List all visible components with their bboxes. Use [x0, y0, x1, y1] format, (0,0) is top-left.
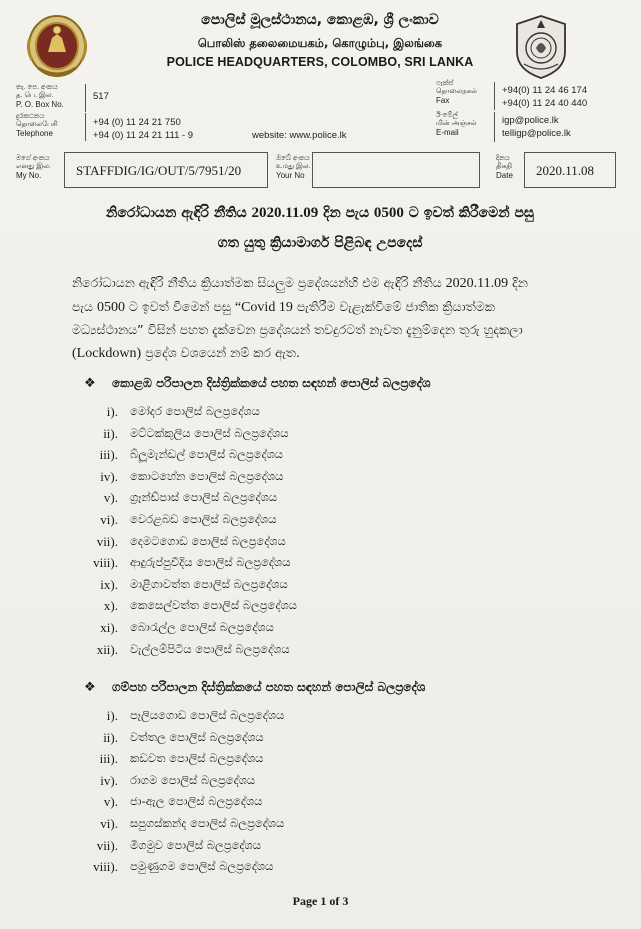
telephone-2: +94 (0) 11 24 21 111 - 9	[93, 130, 194, 141]
list-item-name: පමුණුගම පොලිස් බලප්‍රදේශය	[130, 859, 274, 874]
list-item-name: කඩවත පොලිස් බලප්‍රදේශය	[130, 751, 264, 766]
para-covid: “Covid 19	[234, 299, 293, 315]
po-box-label-en: P. O. Box No.	[16, 100, 64, 109]
list-item-name: වැල්ලම්පිටිය පොලිස් බලප්‍රදේශය	[130, 641, 290, 656]
list-item-name: මට්ටක්කුලිය පොලිස් බලප්‍රදේශය	[130, 425, 289, 440]
list-item-name: මෝදර පොලිස් බලප්‍රදේශය	[130, 404, 260, 418]
divider	[494, 112, 495, 142]
divider	[85, 84, 86, 112]
po-box-label-si: තැ. පෙ. අංකය	[16, 84, 58, 91]
po-box-label	[16, 84, 64, 109]
email-label-en: E-mail	[436, 128, 459, 137]
list-item-number: vii).	[96, 837, 118, 853]
para-text: ප්‍රදේශ වශයෙන් නම් කර ඇත.	[145, 344, 300, 360]
list-item-number: vii).	[96, 533, 118, 549]
intro-paragraph	[72, 272, 580, 365]
list-item-number: iii).	[99, 447, 118, 463]
fax-label-ta: தொலைநகல்	[436, 88, 477, 95]
list-item-name: වත්තල පොලිස් බලප්‍රදේශය	[130, 729, 264, 744]
po-box-value: 517	[93, 91, 109, 102]
para-time: 0500	[96, 299, 125, 315]
list-item-number: ix).	[100, 576, 118, 592]
list-item-name: පෑලියගොඩ පොලිස් බලප්‍රදේශය	[130, 708, 285, 722]
list-item-number: i).	[106, 404, 118, 419]
list-item-number: vi).	[100, 512, 118, 527]
diamond-bullet-icon: ❖	[84, 680, 96, 695]
telephone-label-si: දුරකථනය	[16, 113, 45, 120]
para-text: නිරෝධායන ඇඳිරි නීතිය ක්‍රියාත්මක සියලුම ප්‍රදේශයන්හි එම ඇඳිරි නීතිය	[72, 275, 442, 290]
header-title-english: POLICE HEADQUARTERS, COLOMBO, SRI LANKA	[166, 55, 474, 69]
list-item-number: v).	[103, 794, 118, 810]
list-item-name: ජා-ඇල පොලිස් බලප්‍රදේශය	[130, 794, 263, 809]
title-time: 0500	[373, 205, 404, 221]
list-item-name: බ්ලූමැන්ඩල් පොලිස් බලප්‍රදේශය	[130, 447, 284, 462]
po-box-label-ta: த. பெ. இல.	[16, 92, 54, 99]
list-item-number: ii).	[103, 729, 118, 745]
page-number: Page 1 of 3	[292, 894, 349, 908]
list-item-number: v).	[103, 490, 118, 506]
fax-label-si: ෆැක්ස්	[436, 80, 454, 87]
para-text: ට ඉවත් වීමෙන් පසු	[128, 298, 231, 314]
section-heading-text: ගම්පහ පරිපාලන දිස්ත්‍රික්කයේ පහත සඳහන් පොලිස් බලප්‍රදේශ	[112, 680, 426, 694]
telephone-1: +94 (0) 11 24 21 750	[93, 117, 181, 128]
email-label-si: ඊ-මේල්	[436, 112, 458, 119]
website: website: www.police.lk	[252, 130, 347, 141]
para-line-1	[72, 272, 580, 296]
list-item-name: කෙසෙල්වත්ත පොලිස් බලප්‍රදේශය	[130, 598, 297, 613]
your-no-label-si: ඔබේ අංකය	[276, 155, 310, 162]
email-label-ta: மின் அஞ்சல்	[436, 120, 477, 127]
your-no-label	[276, 155, 311, 180]
email-label	[436, 112, 477, 137]
list-item-name: කොටහේන පොලිස් බලප්‍රදේශය	[130, 468, 284, 483]
document-title-line-2: ගත යුතු ක්‍රියාමාර්ග පිළිබඳ උපදෙස්	[217, 235, 423, 251]
para-line-2	[72, 296, 580, 320]
para-lockdown: (Lockdown)	[72, 345, 142, 361]
your-no-label-ta: உமது இல.	[276, 163, 311, 170]
list-item-number: viii).	[93, 555, 118, 571]
list-item-name: මීගමුව පොලිස් බලප්‍රදේශය	[130, 837, 261, 852]
police-crest-icon	[510, 14, 572, 80]
header-title-sinhala: පොලිස් මූලස්ථානය, කොළඹ, ශ්‍රී ලංකාව	[201, 12, 439, 28]
date-label-ta: திகதி	[496, 163, 512, 170]
my-no-label-si: මගේ අංකය	[16, 155, 50, 162]
title-text-a: නිරෝධායන ඇඳිරි නීතිය	[105, 205, 247, 221]
my-no-label	[16, 155, 51, 180]
list-item-number: x).	[103, 598, 118, 614]
title-text-b: දින පැය	[323, 205, 370, 221]
list-item-number: xi).	[100, 620, 118, 635]
telephone-label-ta: தொலைபேசி	[16, 121, 58, 128]
list-item-number: xii).	[96, 641, 118, 657]
your-no-label-en: Your No	[276, 171, 305, 180]
list-item-name: රාගම පොලිස් බලප්‍රදේශය	[130, 772, 256, 787]
telephone-label	[16, 113, 58, 138]
section-heading	[84, 680, 425, 695]
fax-1: +94(0) 11 24 46 174	[502, 85, 588, 96]
list-item-number: iv).	[100, 468, 118, 484]
my-no-label-ta: எனது இல.	[16, 163, 51, 170]
date-label-en: Date	[496, 171, 513, 180]
date-label	[496, 155, 513, 180]
document-title-line-1	[60, 200, 580, 227]
para-line-4	[72, 342, 580, 366]
list-item-number: vi).	[100, 816, 118, 831]
fax-2: +94(0) 11 24 40 440	[502, 98, 588, 109]
list-item-name: බොරැල්ල පොලිස් බලප්‍රදේශය	[130, 620, 274, 634]
fax-label	[436, 80, 477, 105]
para-text: පැය	[72, 298, 93, 314]
list-item-number: ii).	[103, 425, 118, 441]
header-title-tamil: பொலிஸ் தலைமையகம், கொழும்பு, இலங்கை	[197, 36, 443, 50]
list-item-number: i).	[106, 708, 118, 723]
list-item-name: වෙරළබඩ පොලිස් බලප්‍රදේශය	[130, 512, 277, 526]
divider	[494, 82, 495, 110]
section-heading	[84, 376, 431, 391]
list-item-number: iv).	[100, 772, 118, 788]
section-heading-text: කොළඹ පරිපාලන දිස්ත්‍රික්කයේ පහත සඳහන් පොලිස් බලප්‍රදේශ	[112, 376, 431, 390]
date-label-si: දිනය	[496, 155, 510, 162]
list-item-name: දෙමටගොඩ පොලිස් බලප්‍රදේශය	[130, 533, 286, 548]
email-2: telligp@police.lk	[502, 128, 571, 139]
para-line-3: මධ්‍යස්ථානය” විසින් පහත දැක්වෙන ප්‍රදේශයන් තවදුරටත් නැවත දැනුම්දෙන තුරු හුදකලා	[72, 322, 523, 337]
list-item-name: මාළිගාවත්ත පොලිස් බලප්‍රදේශය	[130, 576, 288, 591]
list-item-name: සපුගස්කන්ද පොලිස් බලප්‍රදේශය	[130, 816, 285, 830]
list-item-name: ආදුරුප්පුවීදිය පොලිස් බලප්‍රදේශය	[130, 555, 291, 570]
para-text: දින	[512, 275, 528, 290]
title-text-c: ට ඉවත් කිරීමෙන් පසු	[408, 205, 535, 221]
fax-label-en: Fax	[436, 96, 450, 105]
diamond-bullet-icon: ❖	[84, 376, 96, 391]
my-no-label-en: My No.	[16, 171, 42, 180]
divider	[85, 113, 86, 141]
date-value: 2020.11.08	[536, 163, 595, 178]
your-no-box	[312, 152, 480, 188]
list-item-name: ග්‍රෑන්ඩ්පාස් පොලිස් බලප්‍රදේශය	[130, 490, 278, 505]
sri-lanka-emblem-icon	[24, 8, 90, 82]
list-item-number: iii).	[99, 751, 118, 767]
my-no-value: STAFFDIG/IG/OUT/5/7951/20	[76, 163, 242, 178]
para-date: 2020.11.09	[445, 276, 509, 291]
para-text: පැතිරීම වැළැක්වීමේ ජාතික ක්‍රියාත්මක	[296, 298, 495, 314]
title-date: 2020.11.09	[251, 205, 319, 221]
email-1: igp@police.lk	[502, 115, 559, 126]
telephone-label-en: Telephone	[16, 129, 53, 138]
list-item-number: viii).	[93, 859, 118, 875]
